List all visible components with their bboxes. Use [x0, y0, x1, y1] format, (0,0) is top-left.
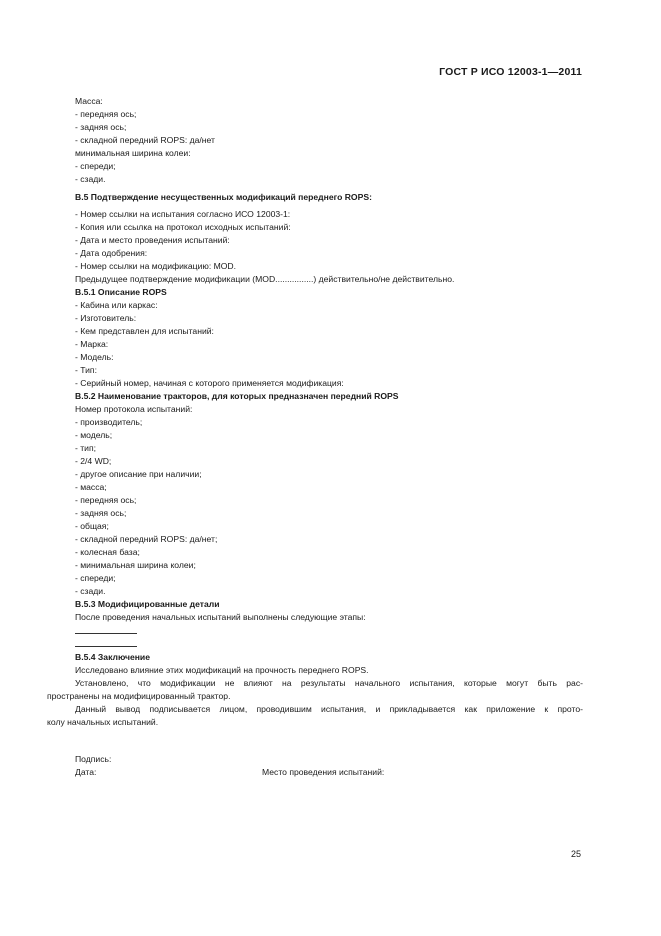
- conclusion-paragraph: Исследовано влияние этих модификаций на прочность переднего ROPS.: [75, 665, 369, 675]
- conclusion-paragraph: Данный вывод подписывается лицом, проводившим испытания, и прикладывается как приложение к прото-: [75, 704, 583, 714]
- b52-line: - спереди;: [75, 573, 116, 583]
- b53-line: После проведения начальных испытаний выполнены следующие этапы:: [75, 612, 366, 622]
- b51-line: - Тип:: [75, 365, 97, 375]
- b51-line: - Изготовитель:: [75, 313, 137, 323]
- b52-line: - производитель;: [75, 417, 143, 427]
- b5-line: Предыдущее подтверждение модификации (MOD................) действительно/не действительно.: [75, 274, 455, 284]
- section-b5-heading: В.5 Подтверждение несущественных модификаций переднего ROPS:: [75, 192, 372, 202]
- b52-line: - модель;: [75, 430, 113, 440]
- conclusion-paragraph: колу начальных испытаний.: [47, 717, 159, 727]
- mass-line: - задняя ось;: [75, 122, 127, 132]
- b52-line: Номер протокола испытаний:: [75, 404, 193, 414]
- mass-line: - передняя ось;: [75, 109, 137, 119]
- b51-line: - Марка:: [75, 339, 109, 349]
- b5-line: - Дата одобрения:: [75, 248, 148, 258]
- section-b54-heading: В.5.4 Заключение: [75, 652, 150, 662]
- b52-line: - общая;: [75, 521, 109, 531]
- conclusion-paragraph: Установлено, что модификации не влияют на результаты начального испытания, которые могут быть рас-: [75, 678, 583, 688]
- blank-rule: [75, 639, 137, 650]
- section-b52-heading: В.5.2 Наименование тракторов, для которых предназначен передний ROPS: [75, 391, 399, 401]
- b5-line: - Номер ссылки на испытания согласно ИСО 12003-1:: [75, 209, 291, 219]
- document-header: ГОСТ Р ИСО 12003-1—2011: [439, 66, 582, 78]
- b52-line: - другое описание при наличии;: [75, 469, 202, 479]
- date-label: Дата:: [75, 767, 97, 777]
- b51-line: - Серийный номер, начиная с которого применяется модификация:: [75, 378, 344, 388]
- b51-line: - Модель:: [75, 352, 114, 362]
- b52-line: - задняя ось;: [75, 508, 127, 518]
- b52-line: - минимальная ширина колеи;: [75, 560, 196, 570]
- b52-line: - масса;: [75, 482, 107, 492]
- b52-line: - колесная база;: [75, 547, 140, 557]
- mass-line: Масса:: [75, 96, 103, 106]
- mass-line: минимальная ширина колеи:: [75, 148, 191, 158]
- b51-line: - Кабина или каркас:: [75, 300, 158, 310]
- mass-line: - складной передний ROPS: да/нет: [75, 135, 215, 145]
- page-number: 25: [570, 849, 581, 859]
- b5-line: - Номер ссылки на модификацию: MOD.: [75, 261, 237, 271]
- test-place-label: Место проведения испытаний:: [262, 767, 385, 777]
- section-b51-heading: В.5.1 Описание ROPS: [75, 287, 167, 297]
- conclusion-paragraph: пространены на модифицированный трактор.: [47, 691, 231, 701]
- blank-rule: [75, 626, 137, 637]
- signature-label: Подпись:: [75, 754, 112, 764]
- section-b53-heading: В.5.3 Модифицированные детали: [75, 599, 220, 609]
- b52-line: - передняя ось;: [75, 495, 137, 505]
- b51-line: - Кем представлен для испытаний:: [75, 326, 214, 336]
- b52-line: - сзади.: [75, 586, 106, 596]
- mass-line: - спереди;: [75, 161, 116, 171]
- b52-line: - складной передний ROPS: да/нет;: [75, 534, 218, 544]
- b5-line: - Дата и место проведения испытаний:: [75, 235, 230, 245]
- mass-line: - сзади.: [75, 174, 106, 184]
- b5-line: - Копия или ссылка на протокол исходных испытаний:: [75, 222, 291, 232]
- b52-line: - 2/4 WD;: [75, 456, 112, 466]
- b52-line: - тип;: [75, 443, 97, 453]
